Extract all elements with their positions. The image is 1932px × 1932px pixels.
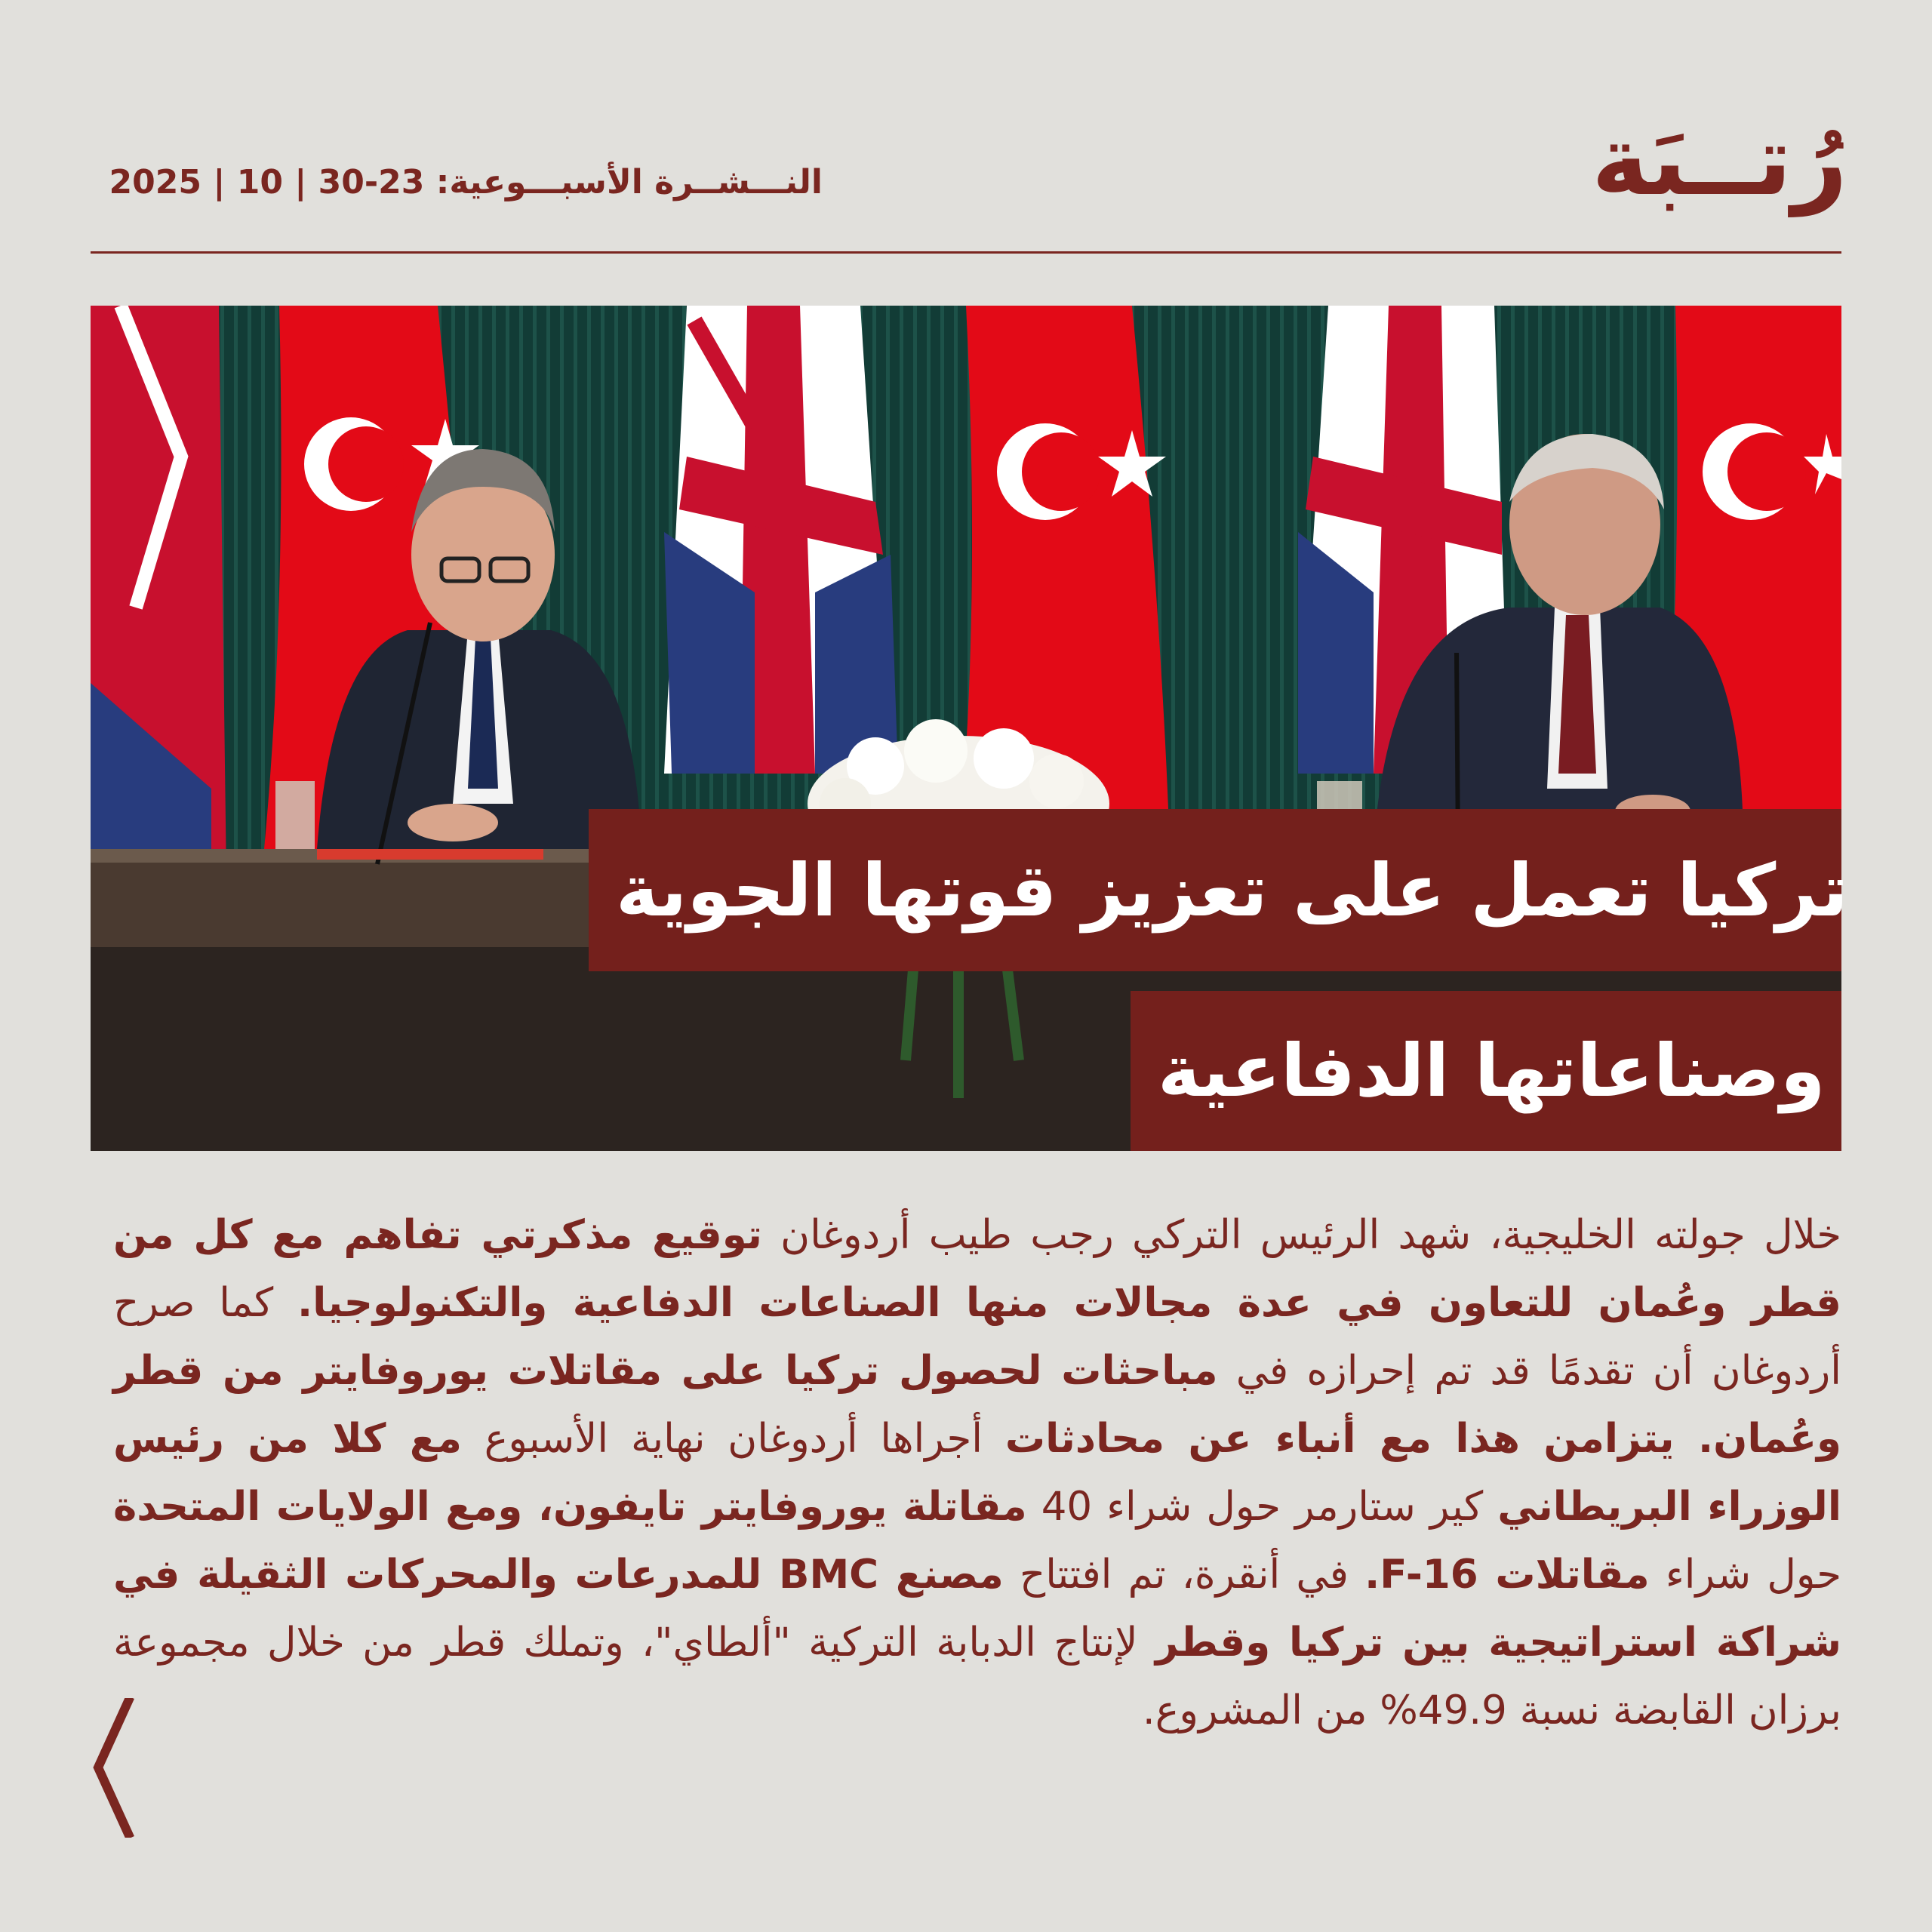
document-folder [317,849,543,860]
header-divider [91,251,1841,254]
article-segment: كير ستارمر حول شراء 40 [1026,1484,1498,1530]
headline-text-2: وصناعاتها الدفاعية [1158,1029,1826,1113]
water-glass [275,781,315,849]
article-segment-bold: مع كلا من رئيس الوزراء البريطاني [113,1416,1841,1530]
article-segment-bold: توقيع مذكرتي تفاهم مع كل من قطر وعُمان للتعاون في عدة مجالات منها الصناعات الدفاعية والتكنولوجيا. [113,1212,1841,1326]
chevron-left-icon[interactable] [89,1698,134,1838]
article-segment-bold: مباحثات لحصول تركيا على مقاتلات يوروفايتر من قطر وعُمان. يتزامن هذا مع أنباء عن محادثات [113,1348,1841,1462]
brand-logo: رُتــبَة [1591,105,1847,217]
article-segment: حول شراء [1649,1552,1841,1598]
article-segment: خلال جولته الخليجية، شهد الرئيس التركي رجب طيب أردوغان [761,1212,1841,1258]
flag-uk-center [664,306,898,774]
article-body [113,1201,1841,1745]
article-segment: كما صرح أردوغان أن تقدمًا قد تم إحرازه في [113,1280,1841,1394]
article-segment: أجراها أردوغان نهاية الأسبوع [461,1416,1005,1462]
flag-uk-left [91,306,226,879]
article-segment: في أنقرة، تم افتتاح [1003,1552,1365,1598]
article-segment-bold: مصنع BMC للمدرعات والمحركات الثقيلة في شراكة استراتيجية بين تركيا وقطر [113,1552,1841,1666]
issue-date-line: النـــشــرة الأسبـــوعية: 23-30 | 10 | 2025 [109,163,823,202]
headline-line-2 [1131,991,1841,1151]
article-segment-bold: مقاتلة يوروفايتر تايفون، ومع الولايات المتحدة [113,1484,1027,1530]
article-segment: لإنتاج الدبابة التركية "ألطاي"، وتملك قطر من خلال مجموعة برزان القابضة نسبة 49.9% من المشروع. [113,1620,1841,1734]
article-segment-bold: مقاتلات F-16. [1364,1552,1650,1598]
headline-line-1 [589,809,1848,971]
headline-text-1: تركيا تعمل على تعزيز قوتها الجوية [616,848,1848,933]
